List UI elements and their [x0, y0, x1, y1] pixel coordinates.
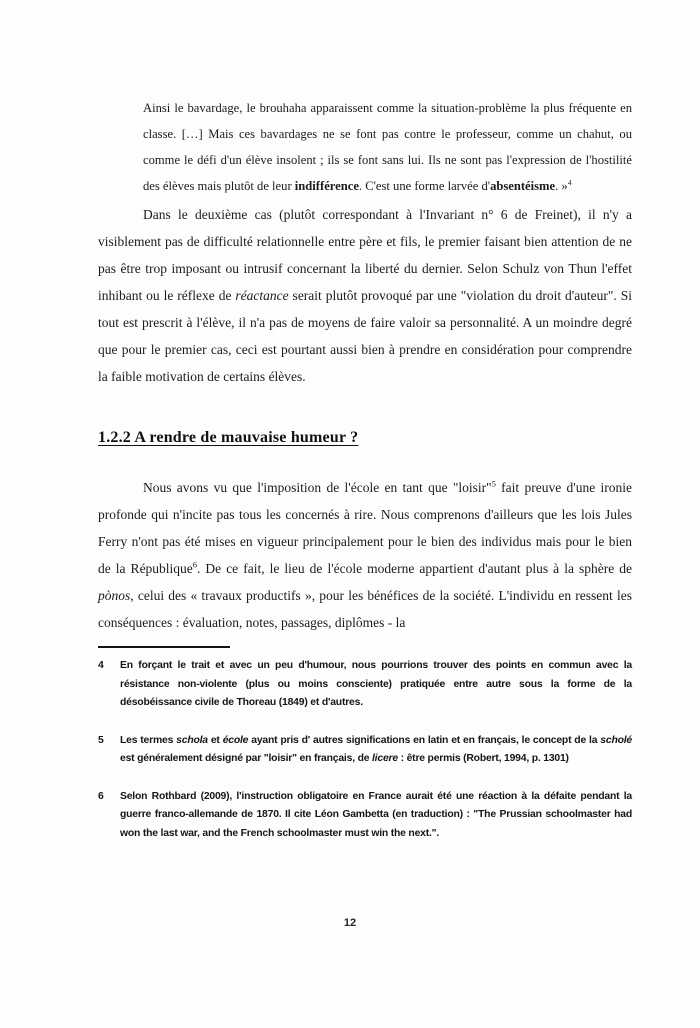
footnote-6-text: Selon Rothbard (2009), l'instruction obligatoire en France aurait été une réaction à la défaite pendant la guerre franco-allemande de 1870. Il cite Léon Gambetta (en traduction) : "The Prussian schoolmaster had won the last war, and the French schoolmaster must win the next.". [120, 790, 632, 839]
paragraph-deuxieme-cas: Dans le deuxième cas (plutôt correspondant à l'Invariant n° 6 de Freinet), il n'y a visiblement pas de difficulté relationnelle entre père et fils, le premier faisant bien attention de ne pas être trop imposant ou intrusif concernant la liberté du dernier. Selon Schulz von Thun l'effet inhibant ou le réflexe de réactance serait plutôt provoqué par une "violation du droit d'auteur". Si tout est prescrit à l'élève, il n'a pas de moyens de faire valoir sa personnalité. A un moindre degré que pour le premier cas, ceci est pourtant aussi bien à prendre en considération pour comprendre la faible motivation de certains élèves. [98, 207, 633, 384]
footnote-4 [98, 657, 632, 713]
footnote-5 [98, 732, 632, 769]
block-quote: Ainsi le bavardage, le brouhaha apparaissent comme la situation-problème la plus fréquente en classe. […] Mais ces bavardages ne se font pas contre le professeur, comme un chahut, ou comme le défi d'un élève insolent ; ils se font sans lui. Ils ne sont pas l'expression de l'hostilité des élèves mais plutôt de leur indifférence. C'est une forme larvée d'absentéisme. »$^4$ [143, 101, 632, 193]
footnote-separator [98, 646, 230, 648]
footnote-5-text: Les termes schola et école ayant pris d' autres significations en latin et en français, le concept de la scholé est généralement désigné par "loisir" en français, de licere : être permis (Robert, 1994, p. 1301) [120, 734, 632, 764]
page-number: 12 [343, 917, 357, 929]
footnote-4-marker: 4 [98, 660, 104, 671]
footnote-6 [98, 788, 632, 844]
footnote-5-marker: 5 [98, 734, 104, 746]
paragraph-nous-avons-vu: Nous avons vu que l'imposition de l'école en tant que "loisir"$^5$ fait preuve d'une ironie profonde qui n'incite pas tous les concernés à rire. Nous comprenons d'ailleurs que les lois Jules Ferry n'ont pas été mises en vigueur principalement pour le bien des individus mais pour le bien de la République$^6$. De ce fait, le lieu de l'école moderne appartient d'autant plus à la sphère de pònos, celui des « travaux productifs », pour les bénéfices de la société. L'individu en ressent les conséquences : évaluation, notes, passages, diplômes - la [98, 479, 633, 630]
footnote-4-text: En forçant le trait et avec un peu d'humour, nous pourrions trouver des points en commun avec la résistance non-violente (plus ou moins consciente) pratiquée entre autre sous la forme de la désobéissance civile de Thoreau (1849) et d'autres. [120, 660, 632, 708]
footnotes-section [98, 646, 632, 862]
footnote-6-marker: 6 [98, 790, 104, 802]
section-heading-1-2-2: 1.2.2 A rendre de mauvaise humeur ? [98, 429, 359, 446]
